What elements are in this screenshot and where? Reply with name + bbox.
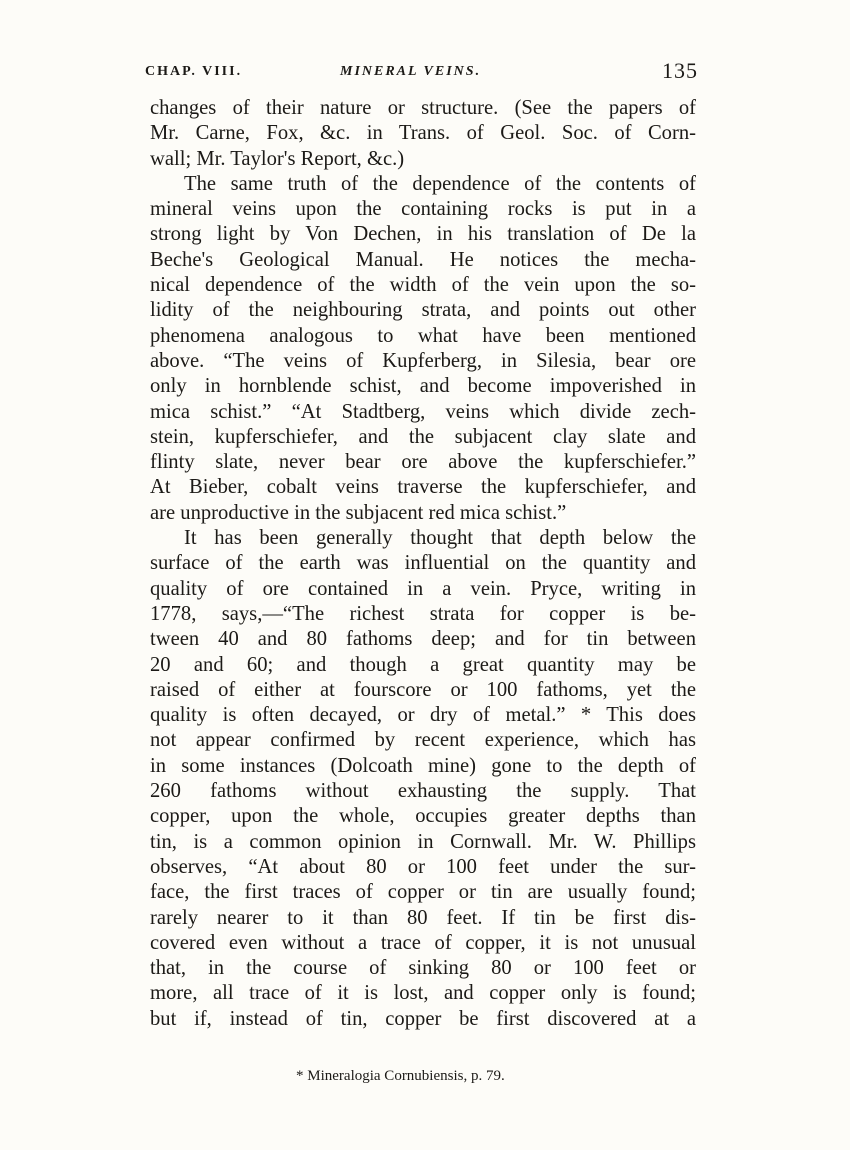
text-line: quality is often decayed, or dry of metal.” * This does bbox=[150, 704, 696, 727]
text-line: in some instances (Dolcoath mine) gone to the depth of bbox=[150, 754, 696, 777]
text-line: tween 40 and 80 fathoms deep; and for tin between bbox=[150, 628, 696, 651]
text-line: 1778, says,—“The richest strata for copper is be- bbox=[150, 602, 696, 625]
text-line: The same truth of the dependence of the contents of bbox=[184, 172, 696, 195]
text-line: covered even without a trace of copper, it is not unusual bbox=[150, 931, 696, 954]
running-title: MINERAL VEINS. bbox=[340, 64, 482, 79]
text-line: Beche's Geological Manual. He notices the mecha- bbox=[150, 248, 696, 271]
text-line: are unproductive in the subjacent red mica schist.” bbox=[150, 501, 567, 524]
text-line: strong light by Von Dechen, in his translation of De la bbox=[150, 223, 696, 246]
text-line: flinty slate, never bear ore above the kupferschiefer.” bbox=[150, 451, 696, 474]
text-line: copper, upon the whole, occupies greater depths than bbox=[150, 805, 696, 828]
running-header bbox=[145, 58, 698, 92]
text-line: face, the first traces of copper or tin are usually found; bbox=[150, 881, 696, 904]
text-line: changes of their nature or structure. (See the papers of bbox=[150, 97, 696, 119]
page-number: 135 bbox=[662, 58, 698, 83]
text-line: mica schist.” “At Stadtberg, veins which divide zech- bbox=[150, 400, 696, 423]
text-line: rarely nearer to it than 80 feet. If tin be first dis- bbox=[150, 906, 696, 929]
text-line: lidity of the neighbouring strata, and points out other bbox=[150, 299, 696, 322]
text-line: It has been generally thought that depth below the bbox=[184, 527, 696, 550]
text-line: stein, kupferschiefer, and the subjacent clay slate and bbox=[150, 425, 696, 448]
text-line: 260 fathoms without exhausting the supply. That bbox=[150, 780, 696, 803]
book-page bbox=[145, 58, 698, 1032]
text-line: At Bieber, cobalt veins traverse the kupferschiefer, and bbox=[150, 476, 696, 499]
body-text bbox=[150, 96, 696, 1032]
text-line: tin, is a common opinion in Cornwall. Mr. W. Phillips bbox=[150, 830, 696, 853]
text-line: surface of the earth was influential on the quantity and bbox=[150, 552, 696, 575]
text-line: 20 and 60; and though a great quantity may be bbox=[150, 653, 696, 676]
text-line: raised of either at fourscore or 100 fathoms, yet the bbox=[150, 678, 696, 701]
text-line: not appear confirmed by recent experience, which has bbox=[150, 729, 696, 752]
text-line: quality of ore contained in a vein. Pryce, writing in bbox=[150, 577, 696, 600]
text-line: above. “The veins of Kupferberg, in Silesia, bear ore bbox=[150, 349, 696, 372]
text-line: nical dependence of the width of the vein upon the so- bbox=[150, 274, 696, 297]
footnote: * Mineralogia Cornubiensis, p. 79. bbox=[296, 1068, 505, 1084]
text-line: phenomena analogous to what have been mentioned bbox=[150, 324, 696, 347]
text-line: wall; Mr. Taylor's Report, &c.) bbox=[150, 147, 405, 170]
text-line: Mr. Carne, Fox, &c. in Trans. of Geol. Soc. of Corn- bbox=[150, 122, 696, 145]
text-line: that, in the course of sinking 80 or 100 feet or bbox=[150, 957, 696, 980]
text-line: mineral veins upon the containing rocks is put in a bbox=[150, 198, 696, 221]
text-line: more, all trace of it is lost, and copper only is found; bbox=[150, 982, 696, 1005]
text-line: but if, instead of tin, copper be first discovered at a bbox=[150, 1007, 696, 1030]
text-line: only in hornblende schist, and become impoverished in bbox=[150, 375, 696, 398]
chapter-label: CHAP. VIII. bbox=[145, 64, 243, 79]
text-line: observes, “At about 80 or 100 feet under the sur- bbox=[150, 855, 696, 878]
